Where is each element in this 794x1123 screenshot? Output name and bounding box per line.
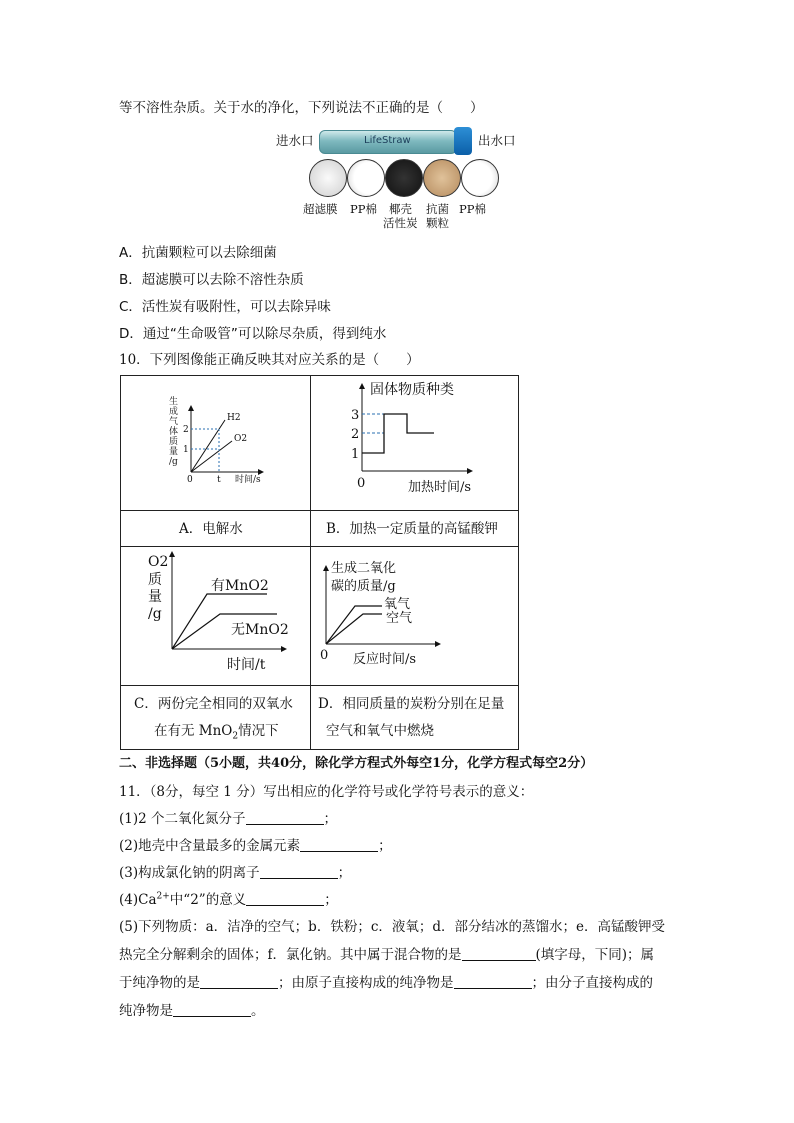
graph-a-ylabel-6: 量 bbox=[169, 447, 179, 457]
graph-c-ylabel-3: 量 bbox=[148, 589, 162, 605]
graph-c-xlabel: 时间/t bbox=[227, 657, 266, 673]
graph-c-ylabel-2: 质 bbox=[148, 572, 162, 588]
layer-label-4b: 颗粒 bbox=[426, 216, 449, 230]
option-b-caption: B．加热一定质量的高锰酸钾 bbox=[326, 521, 498, 537]
graph-b-ytick-2: 2 bbox=[351, 427, 360, 442]
q11-item-3: (3)构成氯化钠的阴离子 ； bbox=[119, 865, 352, 881]
graph-d bbox=[310, 546, 519, 685]
graph-a-series-h2: H2 bbox=[227, 413, 241, 423]
graph-a-o2-line bbox=[191, 441, 232, 472]
graph-b-ytick-3: 3 bbox=[351, 408, 360, 423]
antibacterial-disc bbox=[423, 159, 461, 197]
q10-stem: 10．下列图像能正确反映其对应关系的是（ ） bbox=[119, 352, 420, 368]
table-hline bbox=[121, 685, 518, 686]
outlet-label: 出水口 bbox=[478, 133, 516, 148]
q11-item-5-line-4: 纯净物是 。 bbox=[119, 1003, 265, 1019]
layer-label-3a: 椰壳 bbox=[389, 202, 412, 216]
graph-a-ylabel-3: 气 bbox=[169, 417, 179, 427]
option-a-caption: A．电解水 bbox=[179, 521, 243, 537]
q11-stem: 11．（8分，每空 1 分）写出相应的化学符号或化学符号表示的意义： bbox=[119, 784, 534, 800]
q10-options-table bbox=[120, 375, 519, 750]
q11-item-5-line-3: 于纯净物的是 ；由原子直接构成的纯净物是 ；由分子直接构成的 bbox=[119, 975, 653, 991]
graph-a-series-o2: O2 bbox=[234, 434, 248, 444]
graph-a-xtick-t: t bbox=[217, 475, 221, 485]
table-hline bbox=[121, 510, 518, 511]
graph-b bbox=[310, 376, 519, 510]
q9-option-c: C．活性炭有吸附性，可以去除异味 bbox=[119, 299, 331, 315]
graph-a bbox=[121, 376, 310, 510]
q9-option-a: A．抗菌颗粒可以去除细菌 bbox=[119, 245, 277, 261]
pp-cotton-disc-2 bbox=[461, 159, 499, 197]
graph-d-xlabel: 反应时间/s bbox=[353, 652, 417, 667]
graph-a-ylabel-4: 体 bbox=[169, 427, 179, 437]
graph-d-ylabel-2: 碳的质量/g bbox=[331, 579, 396, 594]
q11-item-2: (2)地壳中含量最多的金属元素 ； bbox=[119, 838, 392, 854]
graph-c bbox=[121, 546, 310, 685]
option-d-caption-2: 空气和氧气中燃烧 bbox=[326, 723, 434, 739]
graph-d-origin: 0 bbox=[320, 648, 329, 663]
graph-c-ylabel-o2: O2 bbox=[148, 554, 169, 570]
layer-label-1: 超滤膜 bbox=[303, 202, 338, 216]
answer-blank[interactable] bbox=[300, 837, 378, 852]
graph-b-ylabel: 固体物质种类 bbox=[370, 382, 454, 398]
q11-item-5-line-1: (5)下列物质：a．洁净的空气；b．铁粉；c．液氧；d．部分结冰的蒸馏水；e．高锰酸钾受 bbox=[119, 919, 666, 935]
section-2-header: 二、非选择题（5小题，共40分，除化学方程式外每空1分，化学方程式每空2分） bbox=[119, 756, 594, 771]
answer-blank[interactable] bbox=[454, 974, 532, 989]
option-c-caption-1: C．两份完全相同的双氧水 bbox=[134, 696, 293, 712]
graph-c-series-with: 有MnO2 bbox=[211, 578, 269, 594]
graph-b-ytick-1: 1 bbox=[351, 447, 360, 462]
lifestraw-figure bbox=[276, 125, 521, 235]
layer-label-3b: 活性炭 bbox=[383, 216, 418, 230]
carbon-disc bbox=[385, 159, 423, 197]
graph-a-ylabel-1: 生 bbox=[169, 397, 179, 407]
straw-cap bbox=[454, 127, 472, 155]
option-d-caption-1: D．相同质量的炭粉分别在足量 bbox=[318, 696, 505, 712]
q9-stem: 等不溶性杂质。关于水的净化，下列说法不正确的是（ ） bbox=[119, 100, 484, 116]
graph-d-air-line bbox=[326, 614, 382, 644]
q11-item-1: (1)2 个二氧化氮分子 ； bbox=[119, 811, 338, 827]
graph-a-ylabel-2: 成 bbox=[169, 407, 179, 417]
graph-a-h2-line bbox=[191, 420, 225, 472]
pp-cotton-disc-1 bbox=[347, 159, 385, 197]
graph-d-ylabel-1: 生成二氧化 bbox=[331, 561, 397, 576]
answer-blank[interactable] bbox=[246, 810, 324, 825]
layer-label-4a: 抗菌 bbox=[426, 202, 449, 216]
option-c-caption-2: 在有无 MnO$_2$情况下 bbox=[154, 723, 279, 742]
graph-a-ytick-1: 1 bbox=[183, 445, 189, 455]
graph-c-ylabel-4: /g bbox=[148, 606, 162, 622]
answer-blank[interactable] bbox=[200, 974, 278, 989]
answer-blank[interactable] bbox=[260, 864, 338, 879]
q11-item-4: $(4)Ca^{2+}$中“2”的意义 ； bbox=[119, 891, 338, 908]
membrane-disc bbox=[309, 159, 347, 197]
layer-label-5: PP棉 bbox=[459, 202, 486, 216]
q9-option-b: B．超滤膜可以去除不溶性杂质 bbox=[119, 272, 304, 288]
answer-blank[interactable] bbox=[246, 891, 324, 906]
graph-d-oxygen-line bbox=[326, 606, 382, 644]
graph-a-xtick-0: 0 bbox=[187, 475, 193, 485]
graph-b-origin: 0 bbox=[357, 476, 366, 491]
graph-d-series-air: 空气 bbox=[386, 611, 413, 626]
graph-b-xlabel: 加热时间/s bbox=[408, 480, 472, 495]
brand-text: LifeStraw bbox=[364, 135, 411, 146]
inlet-label: 进水口 bbox=[276, 133, 314, 148]
graph-a-ytick-2: 2 bbox=[183, 425, 189, 435]
graph-a-xlabel: 时间/s bbox=[235, 475, 261, 485]
graph-d-series-oxygen: 氧气 bbox=[384, 597, 411, 612]
graph-a-ylabel-5: 质 bbox=[169, 437, 179, 447]
graph-c-series-without: 无MnO2 bbox=[231, 622, 289, 638]
answer-blank[interactable] bbox=[173, 1002, 251, 1017]
graph-a-ylabel-7: /g bbox=[169, 457, 178, 467]
q9-option-d: D．通过“生命吸管”可以除尽杂质，得到纯水 bbox=[119, 326, 387, 342]
straw-tube bbox=[319, 130, 457, 154]
answer-blank[interactable] bbox=[462, 946, 536, 961]
q11-item-5-line-2: 热完全分解剩余的固体；f．氯化钠。其中属于混合物的是 (填字母，下同)；属 bbox=[119, 947, 655, 963]
layer-label-2: PP棉 bbox=[350, 202, 377, 216]
